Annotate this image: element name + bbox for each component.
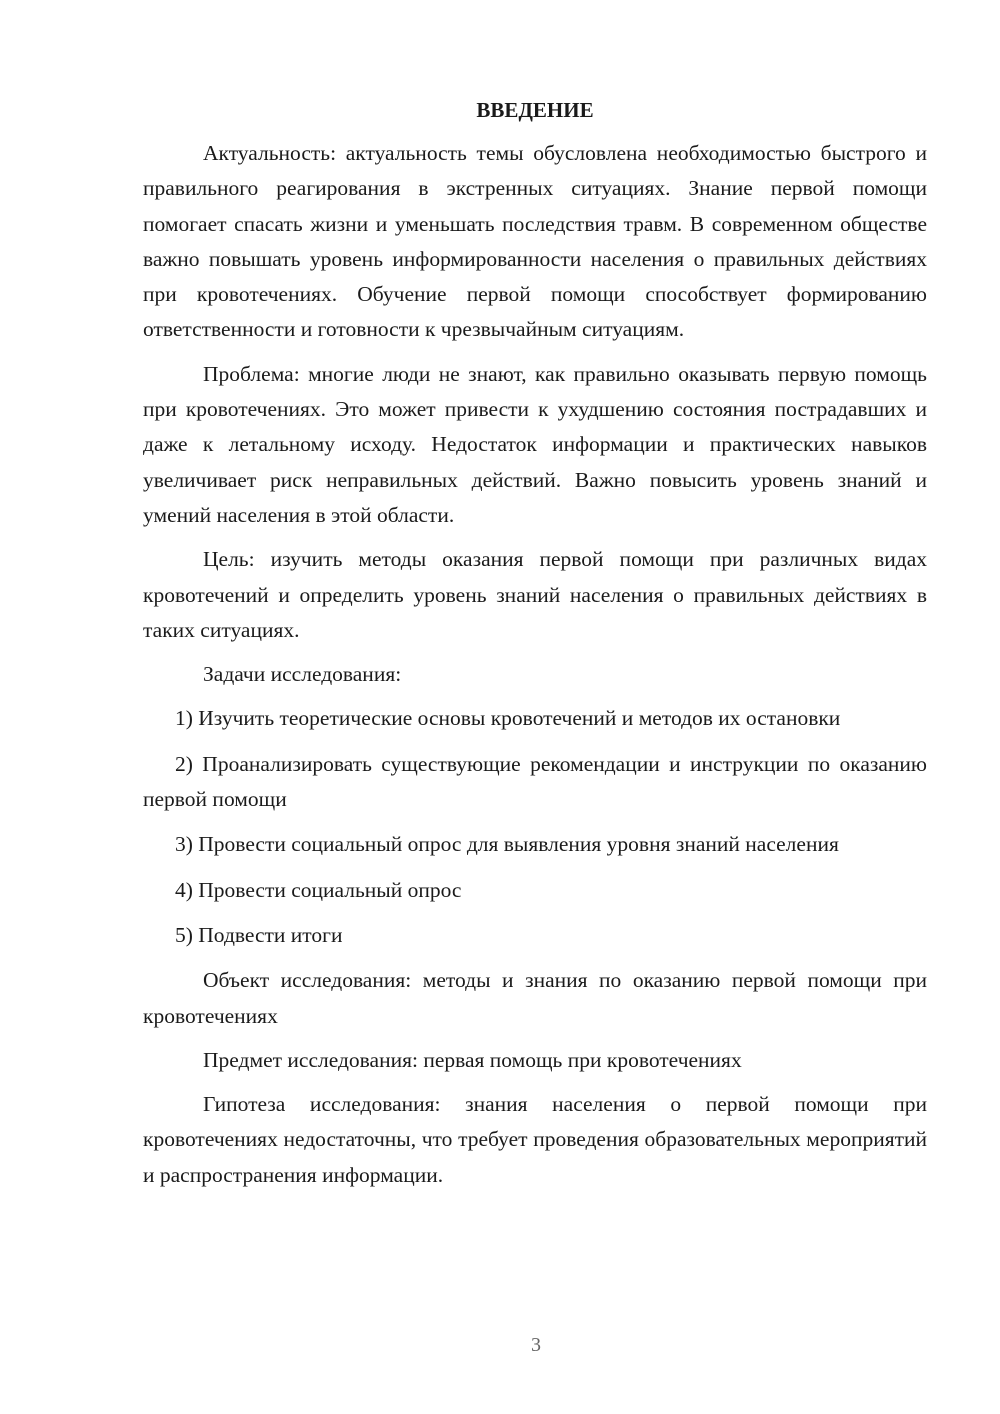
task-item-3: 3) Провести социальный опрос для выявления уровня знаний населения bbox=[175, 832, 839, 857]
paragraph-problem: Проблема: многие люди не знают, как правильно оказывать первую помощь при кровотечениях. Это может привести к ухудшению состояния пострадавших и даже к летальному исходу. Недостаток информации и практических навыков увеличивает риск неправильных действий. Важно повысить уровень знаний и умений населения в этой области. bbox=[143, 361, 927, 527]
task-item-2: 2) Проанализировать существующие рекомендации и инструкции по оказанию первой помощи bbox=[143, 751, 927, 812]
paragraph-object: Объект исследования: методы и знания по оказанию первой помощи при кровотечениях bbox=[143, 968, 927, 1028]
document-page bbox=[143, 94, 927, 1202]
task-item-1: 1) Изучить теоретические основы кровотечений и методов их остановки bbox=[175, 706, 841, 731]
page-number: 3 bbox=[531, 1334, 541, 1356]
task-item-5: 5) Подвести итоги bbox=[175, 922, 343, 947]
paragraph-goal: Цель: изучить методы оказания первой помощи при различных видах кровотечений и определить уровень знаний населения о правильных действиях в таких ситуациях. bbox=[143, 547, 927, 642]
task-item-4: 4) Провести социальный опрос bbox=[175, 877, 462, 902]
paragraph-relevance: Актуальность: актуальность темы обусловлена необходимостью быстрого и правильного реагирования в экстренных ситуациях. Знание первой помощи помогает спасать жизни и уменьшать последствия травм. В современном обществе важно повышать уровень информированности населения о правильных действиях при кровотечениях. Обучение первой помощи способствует формированию ответственности и готовности к чрезвычайным ситуациям. bbox=[143, 141, 927, 342]
task-list bbox=[143, 701, 927, 953]
paragraph-subject: Предмет исследования: первая помощь при кровотечениях bbox=[203, 1047, 742, 1072]
paragraph-hypothesis: Гипотеза исследования: знания населения о первой помощи при кровотечениях недостаточны, что требует проведения образовательных мероприятий и распространения информации. bbox=[143, 1092, 927, 1187]
paragraph-tasks-heading: Задачи исследования: bbox=[203, 662, 402, 687]
section-title: ВВЕДЕНИЕ bbox=[476, 98, 594, 122]
